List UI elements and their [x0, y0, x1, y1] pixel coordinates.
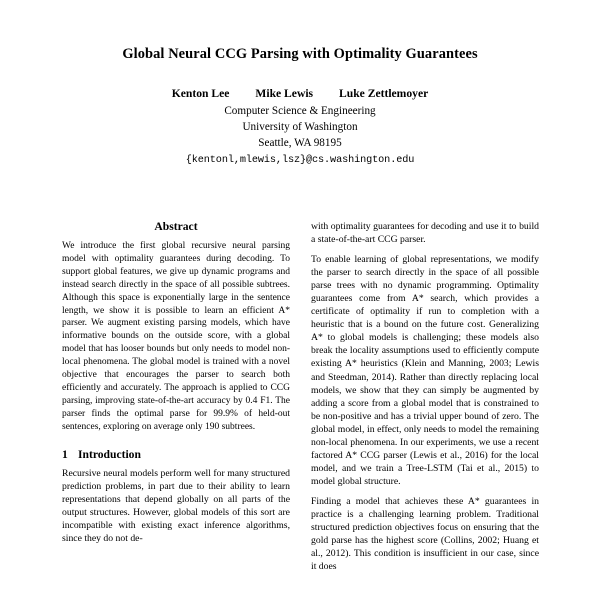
author-1: Kenton Lee — [171, 87, 230, 101]
left-column — [62, 220, 290, 573]
affiliation-line-1: Computer Science & Engineering — [224, 105, 376, 118]
section-heading-introduction — [62, 448, 290, 461]
right-paragraph-3: Finding a model that achieves these A* guarantees in practice is a challenging learning problem. Traditional structured prediction objectives focus on ensuring that the gold parse has the highest score (Collins, 2002; Huang et al., 2012). This condition is insufficient in our case, since it does — [311, 495, 539, 573]
abstract-heading: Abstract — [154, 220, 198, 233]
contact-email: {kentonl,mlewis,lsz}@cs.washington.edu — [185, 155, 415, 166]
intro-paragraph-1: Recursive neural models perform well for many structured prediction problems, in part due to their ability to learn representations that depend globally on all parts of the output structures. However, global models of this sort are incompatible with existing exact inference algorithms, since they do not de- — [62, 467, 290, 544]
author-list — [62, 87, 538, 100]
abstract-text: We introduce the first global recursive neural parsing model with optimality guarantees during decoding. To support global features, we give up dynamic programs and instead search directly in the space of all possible subtrees. Although this space is exponentially large in the sentence length, we show it is possible to learn an efficient A* parser. We augment existing parsing models, which have informative bounds on the outside score, with a global model that has looser bounds but only needs to model non-local phenomena. The global model is trained with a novel objective that encourages the parser to search both efficiently and accurately. The approach is applied to CCG parsing, improving state-of-the-art accuracy by 0.4 F1. The parser finds the optimal parse for 99.9% of held-out sentences, exploring on average only 190 subtrees. — [62, 241, 290, 432]
affiliation-line-2: University of Washington — [242, 121, 358, 134]
page-title: Global Neural CCG Parsing with Optimality Guarantees — [122, 46, 478, 62]
author-3: Luke Zettlemoyer — [339, 87, 429, 101]
right-paragraph-2: To enable learning of global representations, we modify the parser to search directly in the space of all possible parse trees with no dynamic programming. Optimality guarantees come from A* search, which provides a certificate of optimality if run to completion with a heuristic that is a bound on the future cost. Generalizing A* to global models is challenging; these models also break the locality assumptions used to efficiently compute existing A* heuristics (Klein and Manning, 2003; Lewis and Steedman, 2014). Rather than directly replacing local models, we show that they can simply be augmented by adding a score from a global model that is constrained to be non-positive and has a trivial upper bound of zero. The global model, in effect, only needs to model the remaining non-local phenomena. In our experiments, we use a recent factored A* CCG parser (Lewis et al., 2016) for the local model, and we train a Tree-LSTM (Tai et al., 2015) to model global structure. — [311, 254, 539, 487]
section-title: Introduction — [78, 447, 141, 461]
two-column-body — [62, 220, 538, 573]
section-number: 1 — [62, 447, 68, 461]
right-paragraph-1: with optimality guarantees for decoding and use it to build a state-of-the-art CCG parser. — [311, 221, 539, 246]
author-2: Mike Lewis — [255, 87, 314, 101]
right-column — [311, 220, 539, 573]
affiliation-line-3: Seattle, WA 98195 — [258, 137, 342, 150]
